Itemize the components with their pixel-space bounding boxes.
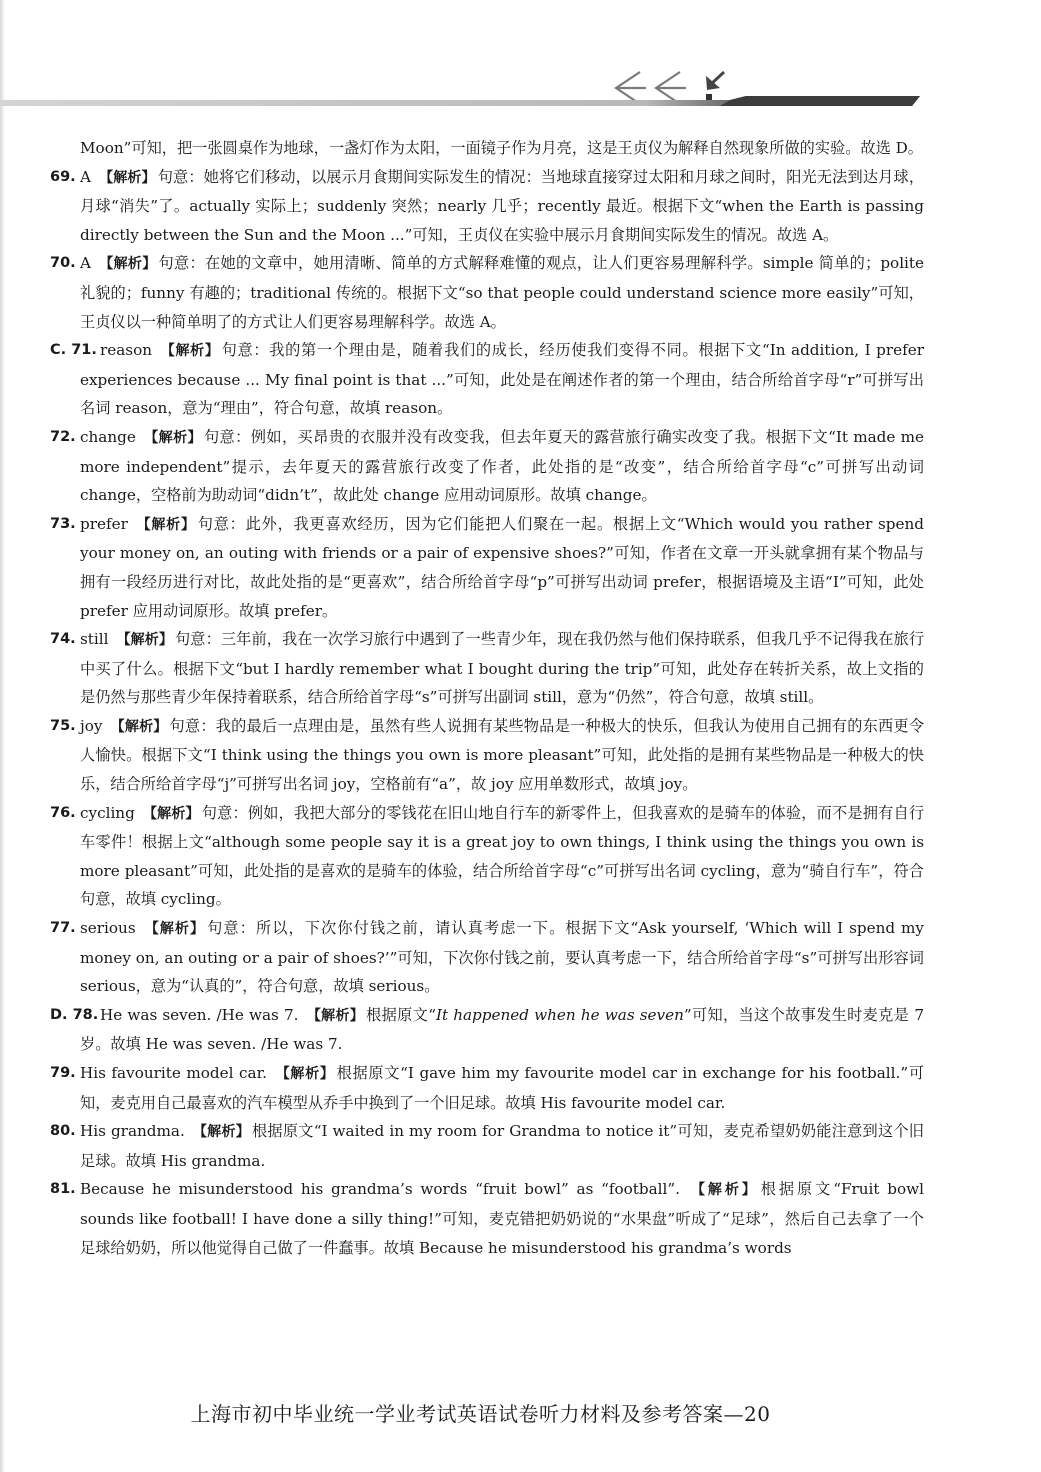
item-answer: A <box>80 167 91 186</box>
answer-item-74 <box>50 625 925 712</box>
analysis-tag: 【解析】 <box>135 516 196 533</box>
answer-item-76 <box>50 799 925 914</box>
item-number: 79. <box>50 1065 76 1081</box>
analysis-tag: 【解析】 <box>160 343 220 360</box>
item-answer: change <box>80 427 136 446</box>
answer-item-71 <box>50 336 924 423</box>
item-explanation: 句意：此外，我更喜欢经历，因为它们能把人们聚在一起。根据上文“Which would you rather spend your money on, an outing with friends or a pair of expensive shoes?”可知，作者在文章一开头就拿拥有某个物品与拥有一段经历进行对比，故此处指的是“更喜欢”，结合所给首字母“p”可拼写出动词 prefer，根据语境及主语“I”可知，此处 prefer 应用动词原形。故填 prefer。 <box>80 514 924 620</box>
item-explanation: 句意：在她的文章中，她用清晰、简单的方式解释难懂的观点，让人们更容易理解科学。simple 简单的；polite 礼貌的；funny 有趣的；traditional 传统的。根据下文“so that people could understand science more easily”可知，王贞仪以一种简单明了的方式让人们更容易理解科学。故选 A。 <box>80 254 924 331</box>
answer-item-79 <box>50 1059 925 1117</box>
item-explanation: ”可知，当这个故事发生时麦克是 7 岁。故填 He was seven. /He was 7. <box>80 1005 925 1054</box>
footer-title: 上海市初中毕业统一学业考试英语试卷听力材料及参考答案—20 <box>190 1402 771 1426</box>
item-explanation: 根据原文“Fruit bowl sounds like football! I have done a silly thing!”可知，麦克错把奶奶说的“水果盘”听成了“足球”，然后自己去拿了一个足球给奶奶，所以他觉得自己做了一件蠢事。故填 Because he misunderstood his grandma’s words <box>80 1180 925 1257</box>
item-explanation: 句意：所以，下次你付钱之前，请认真考虑一下。根据下文“Ask yourself, ‘Which will I spend my money on, an outing or a pair of shoes?’”可知，下次你付钱之前，要认真考虑一下，结合所给首字母“s”可拼写出形容词 serious，意为“认真的”，符合句意，故填 serious。 <box>80 919 924 996</box>
continuation-paragraph <box>54 134 924 163</box>
item-number: 75. <box>50 717 76 734</box>
item-explanation: 句意：例如，买昂贵的衣服并没有改变我，但去年夏天的露营旅行确实改变了我。根据下文“It made me more independent”提示，去年夏天的露营旅行改变了作者，此处指的是“改变”，结合所给首字母“c”可拼写出动词 change，空格前为助动词“didn’t”，故此处 change 应用动词原形。故填 change。 <box>80 427 925 505</box>
item-answer: He was seven. /He was 7. <box>100 1005 299 1024</box>
item-number: C. 71. <box>50 342 97 359</box>
item-answer: His grandma. <box>80 1122 185 1141</box>
analysis-tag: 【解析】 <box>275 1066 335 1082</box>
analysis-tag: 【解析】 <box>143 429 202 446</box>
item-explanation: 句意：例如，我把大部分的零钱花在旧山地自行车的新零件上，但我喜欢的是骑车的体验，而不是拥有自行车零件！根据上文“although some people say it is a great joy to own things, I think using the things you own is more pleasant”可知，此处指的是喜欢的是骑车的体验，结合所给首字母“c”可拼写出名词 cycling，意为“骑自行车”，符合句意，故填 cycling。 <box>80 803 925 909</box>
analysis-tag: 【解析】 <box>116 632 173 649</box>
item-answer: Because he misunderstood his grandma’s words “fruit bowl” as “football”. <box>80 1180 680 1199</box>
item-explanation: 句意：我的最后一点理由是，虽然有些人说拥有某些物品是一种极大的快乐，但我认为使用自己拥有的东西更令人愉快。根据下文“I think using the things you own is more pleasant”可知，此处指的是拥有某些物品是一种极大的快乐，结合所给首字母“j”可拼写出名词 joy，空格前有“a”，故 joy 应用单数形式，故填 joy。 <box>80 716 925 794</box>
item-answer: joy <box>80 716 103 735</box>
answer-item-72 <box>50 423 925 510</box>
item-number: 80. <box>50 1123 76 1140</box>
item-answer: still <box>80 630 109 649</box>
analysis-tag: 【解析】 <box>306 1007 365 1024</box>
item-number: D. 78. <box>50 1006 99 1023</box>
item-number: 76. <box>50 804 76 821</box>
analysis-tag: 【解析】 <box>98 169 156 186</box>
item-answer: prefer <box>80 514 128 533</box>
page-footer <box>0 1398 1041 1427</box>
item-explanation: 根据原文“I waited in my room for Grandma to notice it”可知，麦克希望奶奶能注意到这个旧足球。故填 His grandma. <box>80 1122 924 1170</box>
item-answer: reason <box>100 341 153 360</box>
answer-item-78 <box>50 1001 925 1059</box>
answer-item-75 <box>50 712 925 799</box>
analysis-tag: 【解析】 <box>98 256 157 273</box>
item-explanation: 句意：三年前，我在一次学习旅行中遇到了一些青少年，现在我仍然与他们保持联系，但我几乎不记得我在旅行中买了什么。根据下文“but I hardly remember what I bought during the trip”可知，此处存在转折关系，故上文指的是仍然与那些青少年保持着联系，结合所给首字母“s”可拼写出副词 still，意为“仍然”，符合句意，故填 still。 <box>80 630 925 707</box>
analysis-tag: 【解析】 <box>110 718 168 735</box>
answer-item-80 <box>50 1117 924 1175</box>
item-answer: serious <box>80 919 136 938</box>
item-explanation: 根据原文“I gave him my favourite model car in exchange for his football.”可知，麦克用自己最喜欢的汽车模型从乔手中换到了一个旧足球。故填 His favourite model car. <box>80 1064 925 1112</box>
item-answer: His favourite model car. <box>80 1064 267 1082</box>
analysis-tag: 【解析】 <box>143 921 206 938</box>
answer-item-69 <box>50 163 925 250</box>
item-explanation: 句意：我的第一个理由是，随着我们的成长，经历使我们变得不同。根据下文“In addition, I prefer experiences because ... My final point is that ...”可知，此处是在阐述作者的第一个理由，结合所给首字母“r”可拼写出名词 reason，意为“理由”，符合句意，故填 reason。 <box>80 341 924 418</box>
answer-item-73 <box>50 510 924 625</box>
analysis-tag: 【解析】 <box>192 1124 250 1141</box>
answer-item-70 <box>50 249 924 336</box>
item-number: 70. <box>50 255 76 272</box>
item-number: 72. <box>50 428 76 445</box>
item-number: 69. <box>50 168 76 185</box>
item-number: 74. <box>50 631 76 648</box>
item-number: 77. <box>50 920 76 937</box>
item-answer: cycling <box>80 803 135 822</box>
analysis-tag: 【解析】 <box>688 1182 759 1199</box>
analysis-tag: 【解析】 <box>142 805 200 822</box>
page-edge <box>0 0 4 1472</box>
answer-item-77 <box>50 914 924 1001</box>
item-explanation: 句意：她将它们移动，以展示月食期间实际发生的情况：当地球直接穿过太阳和月球之间时，阳光无法到达月球，月球“消失”了。actually 实际上；suddenly 突然；nearly 几乎；recently 最近。根据下文“when the Earth is passing directly between the Sun and the Moon ...”可知，王贞仪在实验中展示月食期间实际发生的情况。故选 A。 <box>80 167 925 244</box>
continuation-text: Moon”可知，把一张圆桌作为地球，一盏灯作为太阳，一面镜子作为月亮，这是王贞仪为解释自然现象所做的实验。故选 D。 <box>80 139 923 157</box>
item-quote-italic: It happened when he was seven <box>435 1005 684 1024</box>
header-bar <box>0 96 920 116</box>
answer-item-81 <box>50 1175 925 1262</box>
item-number: 81. <box>50 1181 76 1198</box>
item-number: 73. <box>50 515 76 532</box>
item-answer: A <box>80 254 91 273</box>
answer-content <box>50 134 925 1262</box>
item-explanation-before: 根据原文“ <box>366 1005 436 1024</box>
